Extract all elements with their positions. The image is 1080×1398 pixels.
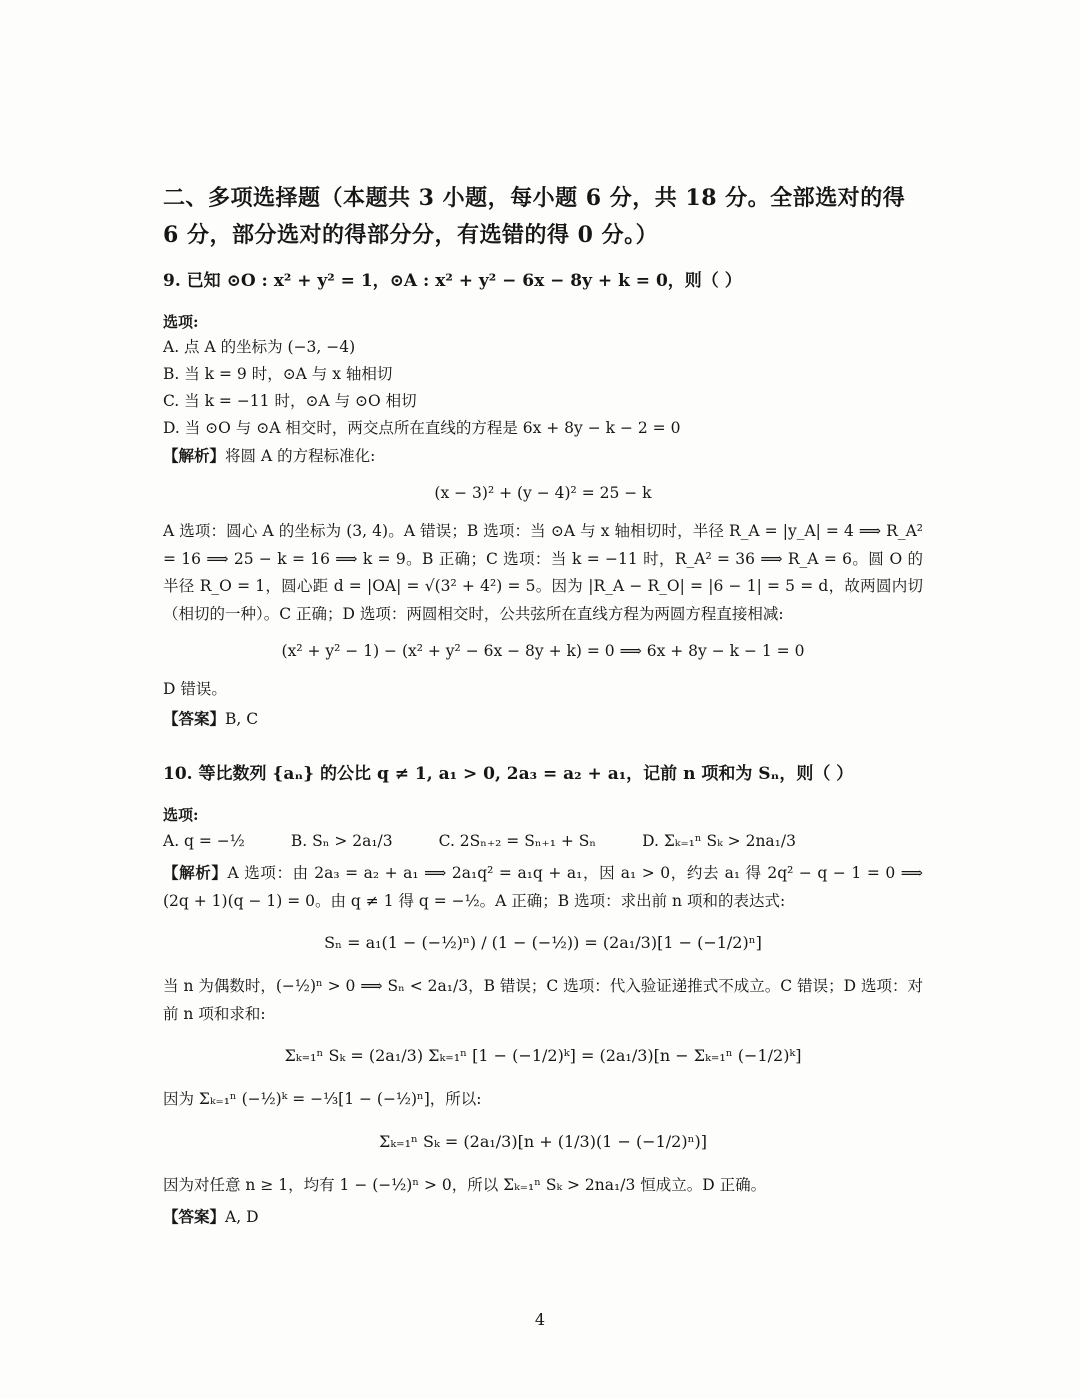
question-9-options-label: 选项: [163, 313, 199, 331]
page-number: 4 [534, 1310, 546, 1329]
question-10-option-a: A. q = −½ [163, 832, 245, 850]
question-9-option-d: D. 当 ⊙O 与 ⊙A 相交时，两交点所在直线的方程是 6x + 8y − k − 2 = 0 [163, 419, 681, 437]
question-10-option-c: C. 2Sₙ₊₂ = Sₙ₊₁ + Sₙ [438, 832, 597, 850]
page-content [163, 180, 923, 1247]
question-10-analysis-part-1 [163, 859, 923, 915]
answer-value: A, D [225, 1208, 259, 1226]
question-10-option-d: D. Σₖ₌₁ⁿ Sₖ > 2na₁/3 [642, 832, 796, 850]
question-10-option-b: B. Sₙ > 2a₁/3 [290, 832, 393, 850]
question-10-options [163, 827, 923, 855]
question-9-equation-2: (x² + y² − 1) − (x² + y² − 6x − 8y + k) = 0 ⟹ 6x + 8y − k − 1 = 0 [281, 642, 805, 660]
question-10 [163, 761, 923, 1231]
section-heading: 二、多项选择题（本题共 3 小题，每小题 6 分，共 18 分。全部选对的得 6 分，部分选对的得部分分，有选错的得 0 分。） [163, 185, 906, 248]
question-10-options-label: 选项: [163, 806, 199, 824]
question-9-option-b: B. 当 k = 9 时，⊙A 与 x 轴相切 [163, 365, 393, 383]
answer-tag: 【答案】 [163, 1207, 226, 1226]
question-9-analysis-body: A 选项：圆心 A 的坐标为 (3, 4)。A 错误；B 选项：当 ⊙A 与 x 轴相切时，半径 R_A = |y_A| = 4 ⟹ R_A² = 16 ⟹ 25 − k = 16 ⟹ k = 9。B 正确；C 选项：当 k = −11 时，R_A² = 36 ⟹ R_A = 6。圆 O 的半径 R_O = 1，圆心距 d = |OA| = √(3² + 4²) = 5。因为 |R_A − R_O| = |6 − 1| = 5 = d，故两圆内切（相切的一种）。C 正确；D 选项：两圆相交时，公共弦所在直线方程为两圆方程直接相减: [163, 522, 923, 623]
answer-tag: 【答案】 [163, 709, 226, 728]
question-10-analysis-part-4: 因为对任意 n ≥ 1，均有 1 − (−½)ⁿ > 0，所以 Σₖ₌₁ⁿ Sₖ > 2na₁/3 恒成立。D 正确。 [163, 1175, 767, 1194]
analysis-intro-text: 将圆 A 的方程标准化: [225, 447, 376, 465]
question-9-title: 9. 已知 ⊙O : x² + y² = 1，⊙A : x² + y² − 6x − 8y + k = 0，则（ ） [163, 271, 742, 291]
question-9-analysis-end: D 错误。 [163, 680, 227, 698]
question-9-equation-1: (x − 3)² + (y − 4)² = 25 − k [434, 484, 652, 502]
question-9-analysis-intro [163, 442, 923, 470]
question-10-equation-3: Σₖ₌₁ⁿ Sₖ = (2a₁/3)[n + (1/3)(1 − (−1/2)ⁿ)] [379, 1131, 707, 1151]
question-10-equation-2: Σₖ₌₁ⁿ Sₖ = (2a₁/3) Σₖ₌₁ⁿ [1 − (−1/2)ᵏ] = (2a₁/3)[n − Σₖ₌₁ⁿ (−1/2)ᵏ] [284, 1046, 802, 1065]
question-10-analysis-part-3: 因为 Σₖ₌₁ⁿ (−½)ᵏ = −⅓[1 − (−½)ⁿ]，所以: [163, 1090, 482, 1108]
answer-value: B, C [225, 710, 259, 728]
question-9-option-a: A. 点 A 的坐标为 (−3, −4) [163, 338, 356, 356]
question-10-equation-1: Sₙ = a₁(1 − (−½)ⁿ) / (1 − (−½)) = (2a₁/3)[1 − (−1/2)ⁿ] [324, 933, 762, 952]
analysis-tag: 【解析】 [163, 863, 228, 882]
question-10-title: 10. 等比数列 {aₙ} 的公比 q ≠ 1, a₁ > 0, 2a₃ = a₂ + a₁，记前 n 项和为 Sₙ，则（ ） [163, 764, 854, 784]
question-9-answer [163, 705, 923, 733]
analysis-tag: 【解析】 [163, 446, 226, 465]
question-10-answer [163, 1203, 923, 1231]
question-9-option-c: C. 当 k = −11 时，⊙A 与 ⊙O 相切 [163, 392, 417, 410]
analysis-text: A 选项：由 2a₃ = a₂ + a₁ ⟹ 2a₁q² = a₁q + a₁，因 a₁ > 0，约去 a₁ 得 2q² − q − 1 = 0 ⟹ (2q + 1)(q − 1) = 0。由 q ≠ 1 得 q = −½。A 正确；B 选项：求出前 n 项和的表达式: [163, 864, 923, 910]
question-10-analysis-part-2: 当 n 为偶数时，(−½)ⁿ > 0 ⟹ Sₙ < 2a₁/3，B 错误；C 选项：代入验证递推式不成立。C 错误；D 选项：对前 n 项和求和: [163, 977, 923, 1023]
question-9 [163, 268, 923, 733]
